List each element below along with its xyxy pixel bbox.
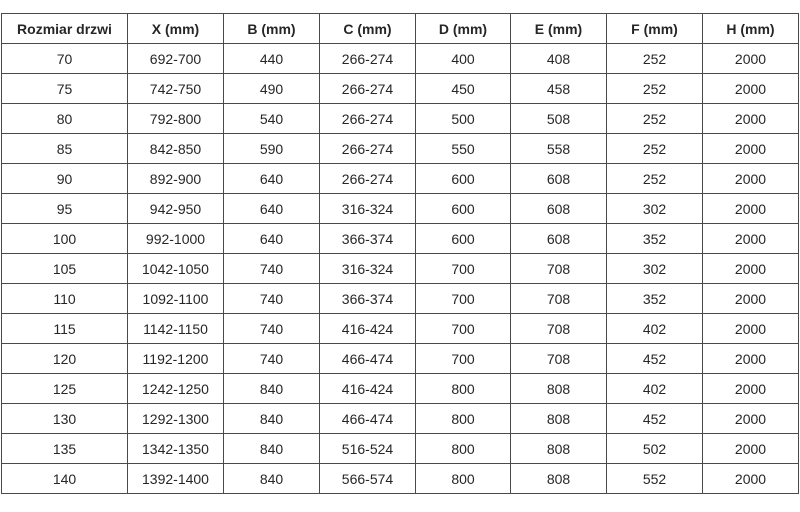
dimension-value-cell: 640 [224,194,320,224]
dimension-value-cell: 266-274 [320,164,416,194]
table-row [2,404,799,434]
dimension-value-cell: 402 [607,314,703,344]
dimension-value-cell: 508 [511,104,607,134]
table-row [2,464,799,494]
dimension-value-cell: 400 [416,44,511,74]
dimension-value-cell: 740 [224,254,320,284]
dimension-value-cell: 266-274 [320,134,416,164]
dimension-value-cell: 700 [416,314,511,344]
dimension-value-cell: 402 [607,374,703,404]
door-size-cell: 110 [2,284,128,314]
table-row [2,254,799,284]
table-row [2,104,799,134]
dimension-value-cell: 502 [607,434,703,464]
dimension-value-cell: 808 [511,464,607,494]
table-row [2,434,799,464]
dimension-value-cell: 2000 [703,74,799,104]
col-header-f-mm: F (mm) [607,14,703,44]
dimension-value-cell: 800 [416,404,511,434]
dimension-value-cell: 416-424 [320,314,416,344]
dimension-value-cell: 700 [416,344,511,374]
dimension-value-cell: 692-700 [128,44,224,74]
dimension-value-cell: 2000 [703,434,799,464]
dimension-value-cell: 266-274 [320,44,416,74]
dimension-value-cell: 600 [416,224,511,254]
dimension-value-cell: 352 [607,284,703,314]
dimension-value-cell: 558 [511,134,607,164]
dimension-value-cell: 302 [607,194,703,224]
dimension-value-cell: 2000 [703,224,799,254]
dimension-value-cell: 2000 [703,284,799,314]
dimension-value-cell: 792-800 [128,104,224,134]
dimension-value-cell: 740 [224,284,320,314]
dimension-value-cell: 590 [224,134,320,164]
dimension-value-cell: 1092-1100 [128,284,224,314]
dimension-value-cell: 640 [224,224,320,254]
dimension-value-cell: 1342-1350 [128,434,224,464]
dimension-value-cell: 608 [511,194,607,224]
dimension-value-cell: 450 [416,74,511,104]
dimension-value-cell: 992-1000 [128,224,224,254]
dimension-value-cell: 808 [511,404,607,434]
dimension-value-cell: 252 [607,134,703,164]
dimension-value-cell: 808 [511,374,607,404]
dimension-value-cell: 2000 [703,164,799,194]
dimension-value-cell: 440 [224,44,320,74]
dimension-value-cell: 840 [224,374,320,404]
dimension-value-cell: 840 [224,404,320,434]
table-row [2,314,799,344]
dimension-value-cell: 740 [224,314,320,344]
table-row [2,374,799,404]
dimension-value-cell: 2000 [703,254,799,284]
door-size-cell: 130 [2,404,128,434]
dimension-value-cell: 408 [511,44,607,74]
table-row [2,44,799,74]
door-size-cell: 105 [2,254,128,284]
col-header-c-mm: C (mm) [320,14,416,44]
dimension-value-cell: 840 [224,434,320,464]
door-size-cell: 125 [2,374,128,404]
dimension-value-cell: 2000 [703,314,799,344]
dimension-value-cell: 1042-1050 [128,254,224,284]
col-header-d-mm: D (mm) [416,14,511,44]
dimension-value-cell: 316-324 [320,254,416,284]
dimension-value-cell: 252 [607,104,703,134]
dimension-value-cell: 842-850 [128,134,224,164]
dimension-value-cell: 366-374 [320,224,416,254]
dimension-value-cell: 458 [511,74,607,104]
table-row [2,344,799,374]
table-row [2,194,799,224]
dimension-value-cell: 708 [511,284,607,314]
dimension-value-cell: 552 [607,464,703,494]
table-row [2,134,799,164]
dimension-value-cell: 2000 [703,134,799,164]
dimension-value-cell: 1292-1300 [128,404,224,434]
door-size-cell: 90 [2,164,128,194]
dimension-value-cell: 892-900 [128,164,224,194]
col-header-b-mm: B (mm) [224,14,320,44]
dimension-value-cell: 808 [511,434,607,464]
dimension-value-cell: 608 [511,164,607,194]
table-row [2,74,799,104]
dimension-value-cell: 490 [224,74,320,104]
door-size-cell: 115 [2,314,128,344]
dimension-value-cell: 252 [607,164,703,194]
dimension-value-cell: 416-424 [320,374,416,404]
dimension-value-cell: 266-274 [320,104,416,134]
dimension-value-cell: 252 [607,44,703,74]
door-size-cell: 75 [2,74,128,104]
dimension-value-cell: 466-474 [320,344,416,374]
dimension-value-cell: 608 [511,224,607,254]
dimension-value-cell: 2000 [703,194,799,224]
door-size-cell: 100 [2,224,128,254]
dimension-value-cell: 566-574 [320,464,416,494]
dimension-value-cell: 708 [511,314,607,344]
door-size-table [1,13,799,494]
door-size-cell: 140 [2,464,128,494]
door-size-cell: 120 [2,344,128,374]
dimension-value-cell: 800 [416,434,511,464]
dimension-value-cell: 1192-1200 [128,344,224,374]
col-header-x-mm: X (mm) [128,14,224,44]
col-header-h-mm: H (mm) [703,14,799,44]
dimension-value-cell: 600 [416,194,511,224]
table-row [2,164,799,194]
dimension-value-cell: 800 [416,464,511,494]
dimension-value-cell: 2000 [703,404,799,434]
door-size-cell: 95 [2,194,128,224]
dimension-value-cell: 708 [511,254,607,284]
table-row [2,284,799,314]
dimension-value-cell: 740 [224,344,320,374]
dimension-value-cell: 2000 [703,464,799,494]
dimension-value-cell: 540 [224,104,320,134]
dimension-value-cell: 516-524 [320,434,416,464]
door-size-cell: 70 [2,44,128,74]
dimension-value-cell: 600 [416,164,511,194]
dimension-value-cell: 942-950 [128,194,224,224]
dimension-value-cell: 2000 [703,44,799,74]
dimension-value-cell: 452 [607,344,703,374]
dimension-value-cell: 2000 [703,104,799,134]
door-size-cell: 80 [2,104,128,134]
dimension-value-cell: 700 [416,284,511,314]
table-body [2,44,799,494]
dimension-value-cell: 366-374 [320,284,416,314]
dimension-value-cell: 452 [607,404,703,434]
dimension-value-cell: 302 [607,254,703,284]
dimension-value-cell: 550 [416,134,511,164]
header-row [2,14,799,44]
col-header-rozmiar-drzwi: Rozmiar drzwi [2,14,128,44]
dimension-value-cell: 1392-1400 [128,464,224,494]
table-row [2,224,799,254]
dimension-value-cell: 500 [416,104,511,134]
dimension-value-cell: 840 [224,464,320,494]
dimension-value-cell: 316-324 [320,194,416,224]
dimension-value-cell: 266-274 [320,74,416,104]
dimension-value-cell: 1242-1250 [128,374,224,404]
dimension-value-cell: 2000 [703,374,799,404]
col-header-e-mm: E (mm) [511,14,607,44]
door-size-cell: 85 [2,134,128,164]
dimension-value-cell: 800 [416,374,511,404]
dimension-value-cell: 1142-1150 [128,314,224,344]
dimension-value-cell: 2000 [703,344,799,374]
dimension-value-cell: 352 [607,224,703,254]
dimension-value-cell: 700 [416,254,511,284]
dimension-value-cell: 742-750 [128,74,224,104]
dimension-value-cell: 640 [224,164,320,194]
dimension-value-cell: 252 [607,74,703,104]
dimension-value-cell: 708 [511,344,607,374]
dimension-value-cell: 466-474 [320,404,416,434]
door-size-cell: 135 [2,434,128,464]
